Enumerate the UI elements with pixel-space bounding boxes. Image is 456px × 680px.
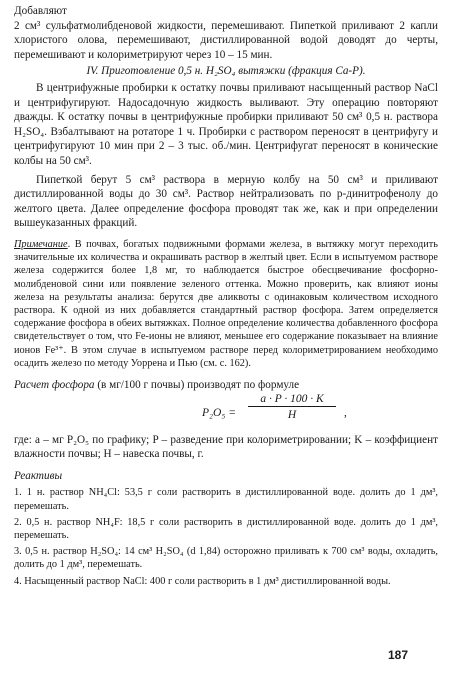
calc-text: (в мг/100 г почвы) производят по формуле bbox=[94, 378, 300, 391]
formula-numerator: a · P · 100 · K bbox=[260, 392, 324, 405]
paragraph-procedure: В центрифужные пробирки к остатку почвы приливают насыщенный раствор NaCl и центрифугируют. Надосадочную жидкость выливают. Эту операцию повторяют дважды. К остатку почвы в центрифужные пробирки приливают 50 см³ 0,5 н. раствора H₂SO₄. Взбалтывают на ротаторе 1 ч. Пробирки с раствором переносят в центрифугу и центрифугируют 10 мин при 2 – 3 тыс. об./мин. Центрифугат переносят в конические колбы на 50 см³. bbox=[14, 81, 438, 167]
formula bbox=[14, 393, 438, 433]
note-text: . В почвах, богатых подвижными формами железа, в вытяжку могут переходить значительные их количества и окрашивать раствор в желтый цвет. Если в испытуемом растворе железа содержится более 1,8 мг, то наблюдается быстрое обесцвечивание фосфорно-молибденовой сини или появление зеленого оттенка. Можно проверить, как влияют ионы железа на результаты анализа: берутся две аликвоты с одинаковым количеством исходного раствора. К одной из них добавляется стандартный раствор фосфора. Затем определяется содержание фосфора в обеих вытяжках. Полное определение количества добавленного фосфора свидетельствует о том, что Fe-ионы не влияют, меньшее его содержание показывает на влияние ионов Fe³⁺. В этом случае в испытуемом растворе перед колориметрированием необходимо осадить железо по методу Уоррена и Пью (см. с. 162). bbox=[14, 238, 438, 369]
formula-denominator: H bbox=[287, 408, 297, 421]
section-heading-iv: IV. Приготовление 0,5 н. H₂SO₄ вытяжки (фракция Ca-P). bbox=[86, 65, 366, 78]
paragraph-aliquot: Пипеткой берут 5 см³ раствора в мерную колбу на 50 см³ и приливают дистиллированной воды до 30 см³. Раствор нейтрализовать по p-динитрофенолу до желтого цвета. Далее определение фосфора проводят так же, как и при определении вышеуказанных фракций. bbox=[14, 173, 438, 230]
paragraph-intro: 2 см³ сульфатмолибденовой жидкости, перемешивают. Пипеткой приливают 2 капли хлористого олова, перемешивают, дистиллированной водой доводят до черты, перемешивают и колориметрируют через 10 – 15 мин. bbox=[14, 19, 438, 61]
formula-comma: , bbox=[344, 406, 347, 419]
calc-label: Расчет фосфора bbox=[14, 378, 95, 391]
formula-lhs: P₂O₅ = bbox=[202, 406, 236, 419]
formula-fraction bbox=[246, 393, 338, 421]
calc-intro bbox=[14, 378, 438, 393]
paragraph-intro-label: Добавляют bbox=[14, 5, 67, 17]
reagent-item: 1. 1 н. раствор NH₄Cl: 53,5 г соли растворить в дистиллированной воде. долить до 1 дм³, перемешать. bbox=[14, 487, 438, 512]
page-number: 187 bbox=[388, 648, 409, 662]
document-page bbox=[14, 4, 438, 588]
reagent-item: 4. Насыщенный раствор NaCl: 400 г соли растворить в 1 дм³ дистиллированной воды. bbox=[14, 575, 391, 587]
formula-legend: где: a – мг P₂O₅ по графику; P – разведение при колориметрировании; K – коэффициент влажности почвы; H – навеска почвы, г. bbox=[14, 433, 438, 461]
reagent-item: 3. 0,5 н. раствор H₂SO₄: 14 см³ H₂SO₄ (d 1,84) осторожно приливать к 700 см³ воды, охладить, долить до 1 дм³, перемешать. bbox=[14, 546, 438, 571]
note-block bbox=[14, 238, 438, 370]
reagents-heading: Реактивы bbox=[14, 469, 63, 482]
reagent-item: 2. 0,5 н. раствор NH₄F: 18,5 г соли растворить в дистиллированной воде. долить до 1 дм³, перемешать. bbox=[14, 516, 438, 541]
note-label: Примечание bbox=[14, 238, 68, 250]
